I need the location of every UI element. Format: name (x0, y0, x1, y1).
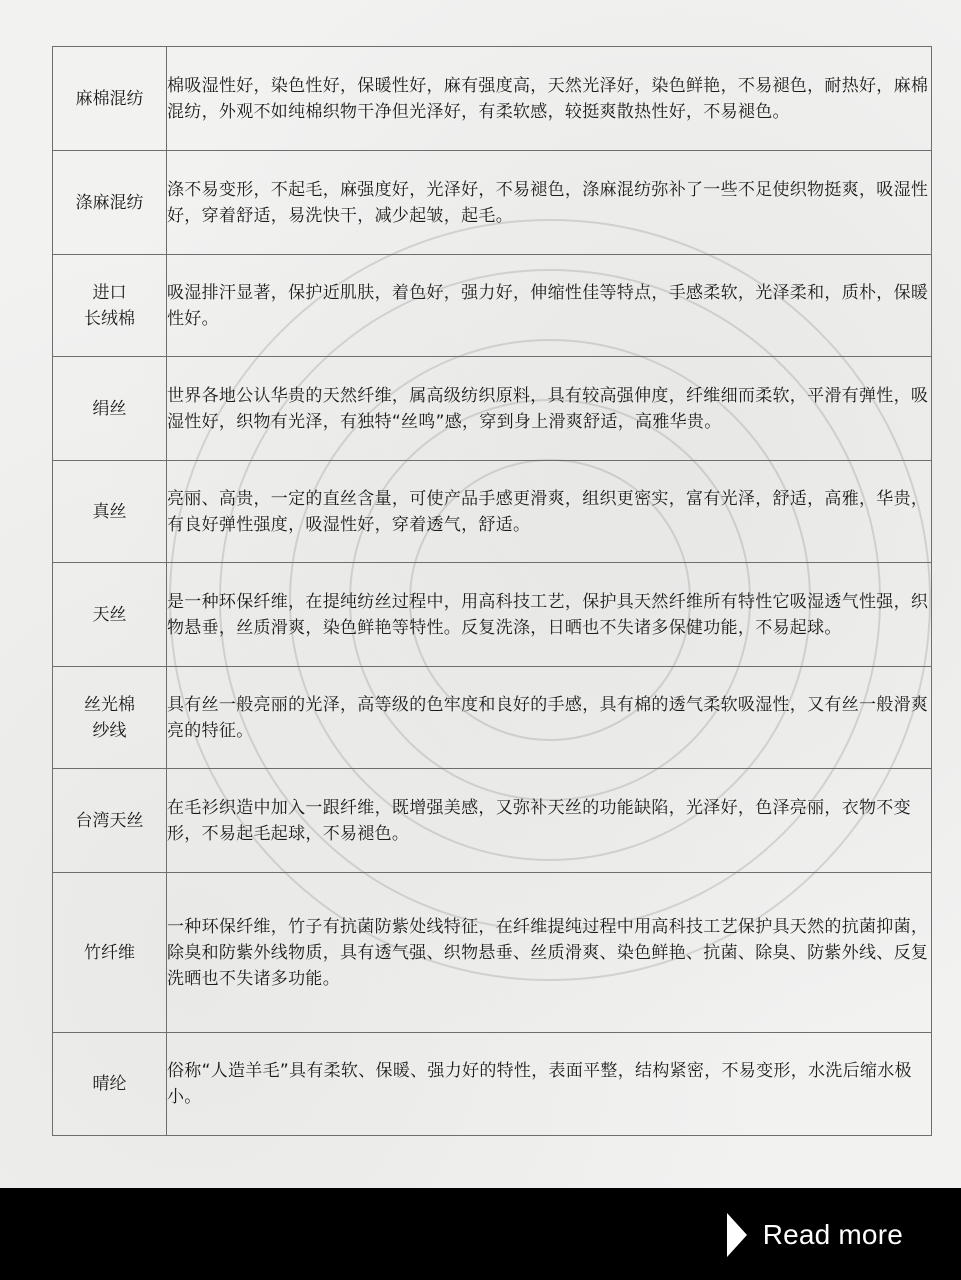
fabric-description: 一种环保纤维，竹子有抗菌防紫处线特征，在纤维提纯过程中用高科技工艺保护具天然的抗菌抑菌，除臭和防紫外线物质，具有透气强、织物悬垂、丝质滑爽、染色鲜艳、抗菌、除臭、防紫外线、反复洗晒也不失诸多功能。 (167, 873, 932, 1033)
fabric-table (52, 46, 932, 1136)
fabric-description: 亮丽、高贵，一定的直丝含量，可使产品手感更滑爽，组织更密实，富有光泽，舒适，高雅，华贵，有良好弹性强度，吸湿性好，穿着透气，舒适。 (167, 461, 932, 563)
fabric-name: 丝光棉 纱线 (53, 667, 167, 769)
table-row (53, 461, 932, 563)
table-row (53, 151, 932, 255)
fabric-name: 绢丝 (53, 357, 167, 461)
fabric-name: 天丝 (53, 563, 167, 667)
table-row (53, 873, 932, 1033)
table-row (53, 47, 932, 151)
table-row (53, 667, 932, 769)
read-more-button[interactable] (727, 1212, 903, 1258)
fabric-description: 涤不易变形，不起毛，麻强度好，光泽好，不易褪色，涤麻混纺弥补了一些不足使织物挺爽，吸湿性好，穿着舒适，易洗快干，减少起皱，起毛。 (167, 151, 932, 255)
footer-bar (0, 1188, 961, 1280)
fabric-description: 在毛衫织造中加入一跟纤维，既增强美感，又弥补天丝的功能缺陷，光泽好，色泽亮丽，衣物不变形，不易起毛起球，不易褪色。 (167, 769, 932, 873)
fabric-name: 麻棉混纺 (53, 47, 167, 151)
fabric-name: 晴纶 (53, 1033, 167, 1136)
fabric-description: 具有丝一般亮丽的光泽，高等级的色牢度和良好的手感，具有棉的透气柔软吸湿性，又有丝一般滑爽亮的特征。 (167, 667, 932, 769)
play-arrow-icon (727, 1213, 747, 1257)
fabric-name: 真丝 (53, 461, 167, 563)
table-row (53, 255, 932, 357)
table-row (53, 563, 932, 667)
fabric-description: 吸湿排汗显著，保护近肌肤，着色好，强力好，伸缩性佳等特点，手感柔软，光泽柔和，质朴，保暖性好。 (167, 255, 932, 357)
fabric-name: 竹纤维 (53, 873, 167, 1033)
fabric-description: 是一种环保纤维，在提纯纺丝过程中，用高科技工艺，保护具天然纤维所有特性它吸湿透气性强，织物悬垂，丝质滑爽，染色鲜艳等特性。反复洗涤，日晒也不失诸多保健功能，不易起球。 (167, 563, 932, 667)
fabric-name: 进口 长绒棉 (53, 255, 167, 357)
fabric-description: 棉吸湿性好，染色性好，保暖性好，麻有强度高，天然光泽好，染色鲜艳，不易褪色，耐热好，麻棉混纺，外观不如纯棉织物干净但光泽好，有柔软感，较挺爽散热性好，不易褪色。 (167, 47, 932, 151)
fabric-name: 涤麻混纺 (53, 151, 167, 255)
fabric-description: 世界各地公认华贵的天然纤维，属高级纺织原料，具有较高强伸度，纤维细而柔软，平滑有弹性，吸湿性好，织物有光泽，有独特“丝鸣”感，穿到身上滑爽舒适，高雅华贵。 (167, 357, 932, 461)
table-row (53, 1033, 932, 1136)
fabric-name: 台湾天丝 (53, 769, 167, 873)
read-more-label: Read more (762, 1219, 903, 1250)
fabric-description: 俗称“人造羊毛”具有柔软、保暖、强力好的特性，表面平整，结构紧密，不易变形，水洗后缩水极小。 (167, 1033, 932, 1136)
table-row (53, 357, 932, 461)
table-row (53, 769, 932, 873)
